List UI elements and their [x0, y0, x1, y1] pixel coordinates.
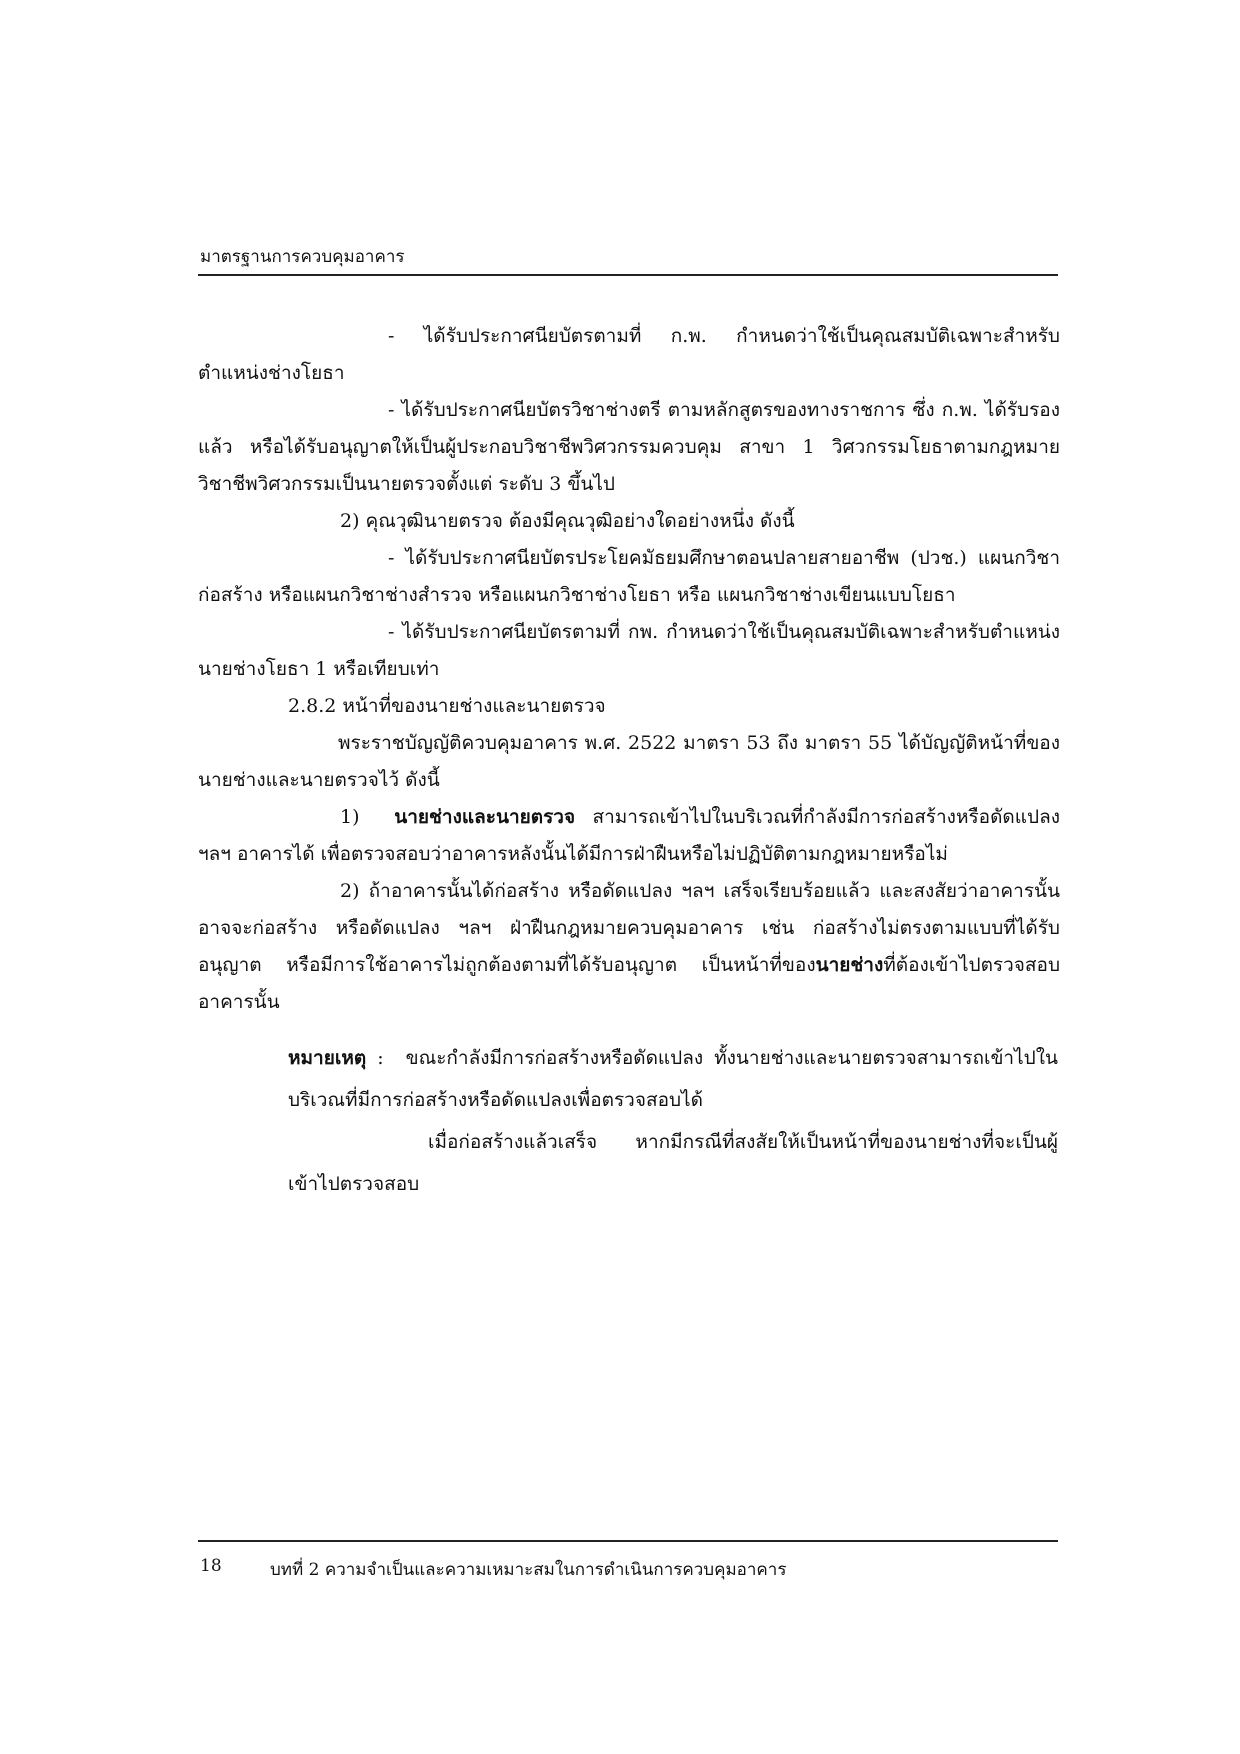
section-heading: 2.8.2 หน้าที่ของนายช่างและนายตรวจ — [288, 695, 606, 717]
note-first — [288, 1037, 1058, 1121]
paragraph-inspector-qualification: 2) คุณวุฒินายตรวจ ต้องมีคุณวุฒิอย่างใดอย่างหนึ่ง ดังนี้ — [340, 510, 795, 532]
duty-1-number: 1) — [340, 806, 360, 828]
duty-2-end: ที่ต้องเข้าไปตรวจสอบอาคารนั้น — [198, 954, 1060, 1013]
paragraph-qualification-4: - ได้รับประกาศนียบัตรตามที่ กพ. กำหนดว่าใช้เป็นคุณสมบัติเฉพาะสำหรับตำแหน่งนายช่างโยธา 1 หรือเทียบเท่า — [198, 621, 1060, 680]
note-text-1: ขณะกำลังมีการก่อสร้างหรือดัดแปลง ทั้งนายช่างและนายตรวจสามารถเข้าไปในบริเวณที่มีการก่อสร้างหรือดัดแปลงเพื่อตรวจสอบได้ — [288, 1047, 1058, 1111]
chapter-title: บทที่ 2 ความจำเป็นและความเหมาะสมในการดำเนินการควบคุมอาคาร — [270, 1560, 787, 1580]
note-block — [288, 1037, 1058, 1205]
duty-2-text: 2) ถ้าอาคารนั้นได้ก่อสร้าง หรือดัดแปลง ฯลฯ เสร็จเรียบร้อยแล้ว และสงสัยว่าอาคารนั้นอาจจะก่อสร้าง หรือดัดแปลง ฯลฯ ฝ่าฝืนกฎหมายควบคุมอาคาร เช่น ก่อสร้างไม่ตรงตามแบบที่ได้รับอนุญาต หรือมีการใช้อาคารไม่ถูกต้องตามที่ได้รับอนุญาต เป็นหน้าที่ของ — [198, 880, 1060, 976]
paragraph-qualification-1: - ได้รับประกาศนียบัตรตามที่ ก.พ. กำหนดว่าใช้เป็นคุณสมบัติเฉพาะสำหรับตำแหน่งช่างโยธา — [198, 325, 1060, 384]
header-title: มาตรฐานการควบคุมอาคาร — [200, 247, 405, 267]
duty-1-bold: นายช่างและนายตรวจ — [394, 806, 576, 828]
note-colon: : — [377, 1047, 384, 1069]
duty-2-bold: นายช่าง — [815, 954, 884, 976]
spacer — [198, 1021, 1060, 1037]
paragraph-qualification-3: - ได้รับประกาศนียบัตรประโยคมัธยมศึกษาตอนปลายสายอาชีพ (ปวช.) แผนกวิชาก่อสร้าง หรือแผนกวิชาช่างสำรวจ หรือแผนกวิชาช่างโยธา หรือ แผนกวิชาช่างเขียนแบบโยธา — [198, 547, 1060, 606]
note-text-2: เมื่อก่อสร้างแล้วเสร็จ หากมีกรณีที่สงสัยให้เป็นหน้าที่ของนายช่างที่จะเป็นผู้เข้าไปตรวจสอบ — [288, 1131, 1058, 1195]
page-footer — [198, 1540, 1058, 1580]
page-header — [198, 244, 1058, 276]
document-body — [198, 318, 1060, 1205]
page-number: 18 — [200, 1556, 222, 1576]
paragraph-qualification-2: - ได้รับประกาศนียบัตรวิชาช่างตรี ตามหลักสูตรของทางราชการ ซึ่ง ก.พ. ได้รับรองแล้ว หรือได้รับอนุญาตให้เป็นผู้ประกอบวิชาชีพวิศวกรรมควบคุม สาขา 1 วิศวกรรมโยธาตามกฎหมายวิชาชีพวิศวกรรมเป็นนายตรวจตั้งแต่ ระดับ 3 ขึ้นไป — [198, 399, 1060, 495]
paragraph-duty-2 — [198, 873, 1060, 1021]
note-label: หมายเหตุ — [288, 1047, 367, 1069]
duty-1-text: สามารถเข้าไปในบริเวณที่กำลังมีการก่อสร้างหรือดัดแปลง ฯลฯ อาคารได้ เพื่อตรวจสอบว่าอาคารหลังนั้นได้มีการฝ่าฝืนหรือไม่ปฏิบัติตามกฎหมายหรือไม่ — [198, 806, 1060, 865]
paragraph-duty-1 — [198, 799, 1060, 873]
paragraph-act: พระราชบัญญัติควบคุมอาคาร พ.ศ. 2522 มาตรา 53 ถึง มาตรา 55 ได้บัญญัติหน้าที่ของนายช่างและนายตรวจไว้ ดังนี้ — [198, 732, 1060, 791]
